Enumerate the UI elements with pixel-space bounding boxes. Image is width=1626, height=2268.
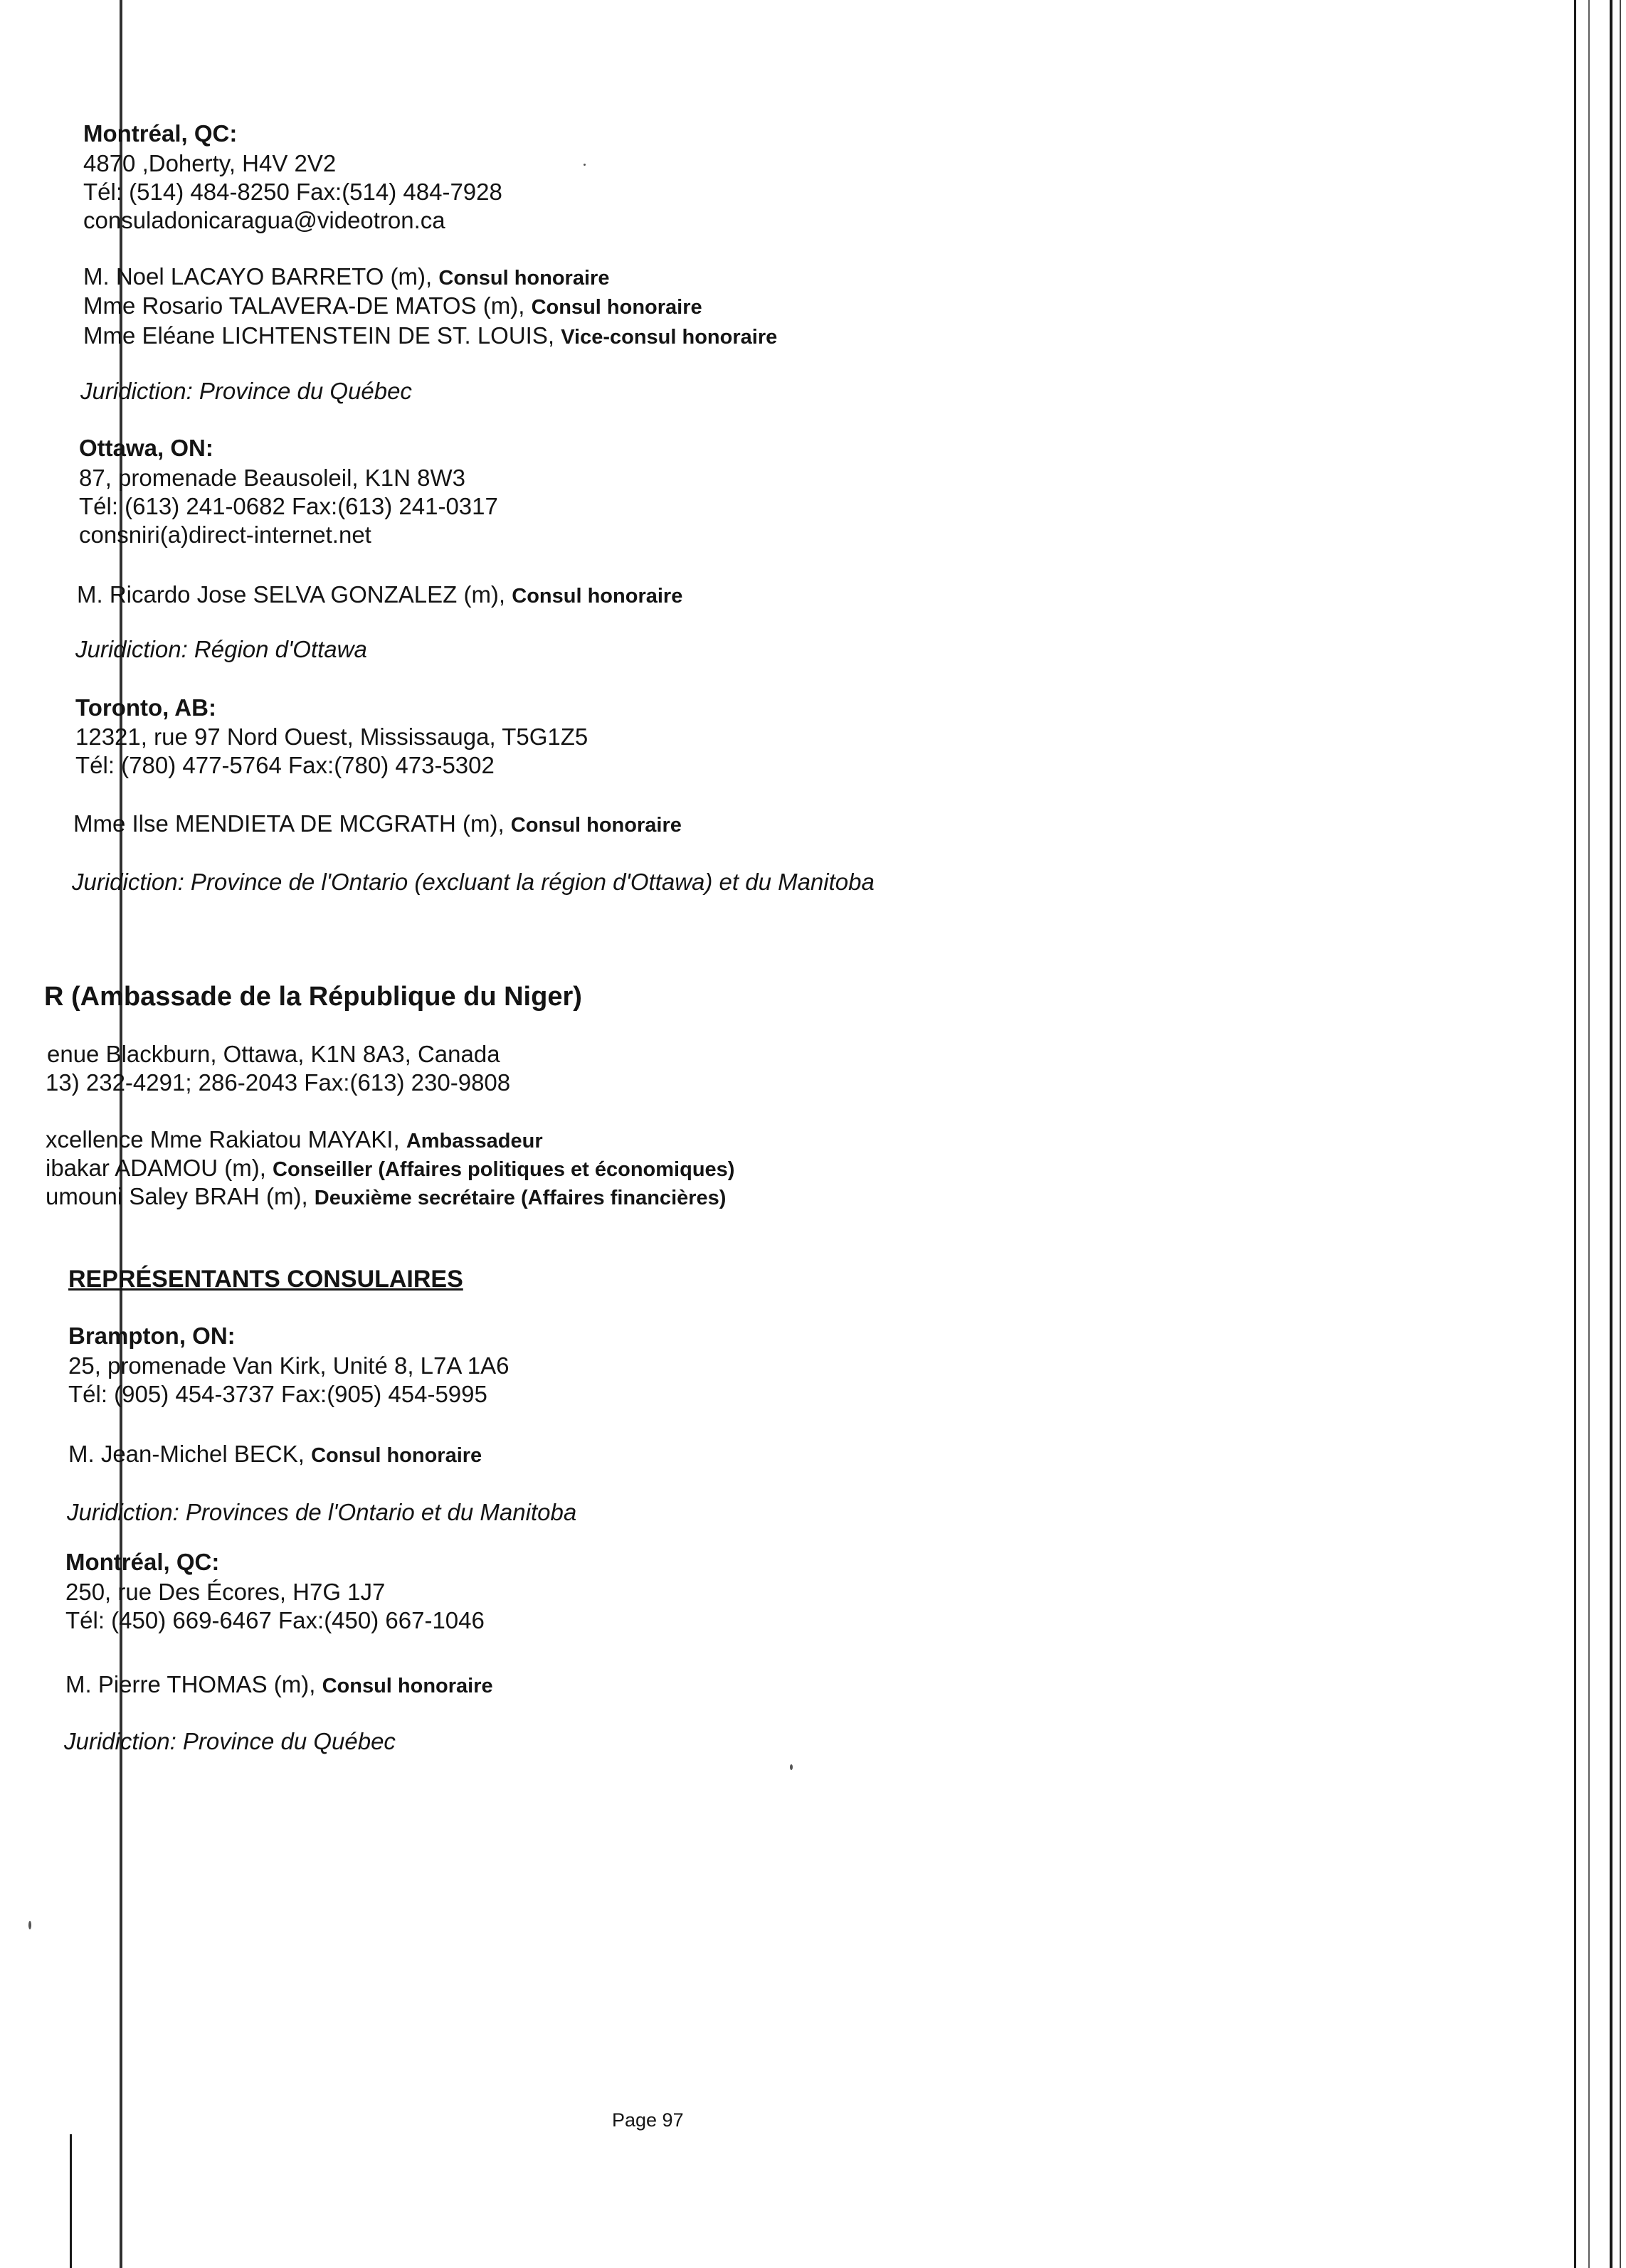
staff-entry bbox=[83, 263, 609, 292]
city-heading: Brampton, ON: bbox=[68, 1323, 236, 1349]
speck bbox=[790, 1764, 793, 1770]
staff-role: Consul honoraire bbox=[531, 296, 702, 319]
address: 250, rue Des Écores, H7G 1J7 bbox=[65, 1579, 386, 1605]
speck bbox=[584, 164, 586, 166]
jurisdiction: Juridiction: Province du Québec bbox=[64, 1728, 396, 1754]
staff-name: Mme Rosario TALAVERA-DE MATOS (m), bbox=[83, 292, 525, 319]
staff-entry bbox=[46, 1182, 726, 1212]
staff-entry bbox=[83, 292, 702, 322]
staff-role: Ambassadeur bbox=[406, 1130, 543, 1152]
staff-name: Mme Eléane LICHTENSTEIN DE ST. LOUIS, bbox=[83, 322, 555, 349]
scan-line-left-edge bbox=[70, 2134, 72, 2268]
phone-fax: Tél: (780) 477-5764 Fax:(780) 473-5302 bbox=[75, 752, 495, 778]
email: consuladonicaragua@videotron.ca bbox=[83, 207, 445, 233]
city-heading: Montréal, QC: bbox=[65, 1549, 220, 1575]
staff-role: Consul honoraire bbox=[438, 267, 610, 290]
address: enue Blackburn, Ottawa, K1N 8A3, Canada bbox=[47, 1041, 500, 1067]
jurisdiction: Juridiction: Provinces de l'Ontario et du Manitoba bbox=[67, 1499, 577, 1525]
phone-fax: Tél: (450) 669-6467 Fax:(450) 667-1046 bbox=[65, 1607, 485, 1633]
staff-entry bbox=[46, 1154, 734, 1184]
staff-role: Consul honoraire bbox=[510, 814, 682, 837]
staff-entry bbox=[46, 1125, 543, 1155]
jurisdiction: Juridiction: Province du Québec bbox=[80, 378, 412, 404]
address: 87, promenade Beausoleil, K1N 8W3 bbox=[79, 465, 465, 491]
address: 12321, rue 97 Nord Ouest, Mississauga, T5G1Z5 bbox=[75, 724, 588, 750]
address: 25, promenade Van Kirk, Unité 8, L7A 1A6 bbox=[68, 1352, 510, 1379]
city-heading: Toronto, AB: bbox=[75, 694, 216, 721]
staff-name: umouni Saley BRAH (m), bbox=[46, 1183, 308, 1209]
staff-name: xcellence Mme Rakiatou MAYAKI, bbox=[46, 1126, 400, 1152]
staff-name: Mme Ilse MENDIETA DE MCGRATH (m), bbox=[73, 810, 505, 837]
staff-role: Conseiller (Affaires politiques et économiques) bbox=[273, 1158, 735, 1181]
staff-name: M. Ricardo Jose SELVA GONZALEZ (m), bbox=[77, 581, 506, 608]
jurisdiction: Juridiction: Région d'Ottawa bbox=[75, 636, 367, 662]
email: consniri(a)direct-internet.net bbox=[79, 521, 371, 548]
staff-name: M. Noel LACAYO BARRETO (m), bbox=[83, 263, 433, 290]
staff-name: ibakar ADAMOU (m), bbox=[46, 1155, 266, 1181]
staff-role: Consul honoraire bbox=[311, 1444, 482, 1467]
speck bbox=[28, 1921, 31, 1929]
staff-entry bbox=[68, 1440, 482, 1470]
staff-name: M. Pierre THOMAS (m), bbox=[65, 1671, 316, 1697]
scan-line-right-2 bbox=[1588, 0, 1590, 2268]
phone-fax: 13) 232-4291; 286-2043 Fax:(613) 230-9808 bbox=[46, 1069, 511, 1096]
scan-line-right-4 bbox=[1620, 0, 1621, 2268]
staff-entry bbox=[73, 810, 682, 839]
phone-fax: Tél: (905) 454-3737 Fax:(905) 454-5995 bbox=[68, 1381, 487, 1407]
section-title: REPRÉSENTANTS CONSULAIRES bbox=[68, 1266, 463, 1293]
phone-fax: Tél: (514) 484-8250 Fax:(514) 484-7928 bbox=[83, 179, 502, 205]
staff-entry bbox=[77, 581, 682, 610]
page-number: Page 97 bbox=[612, 2109, 684, 2131]
staff-role: Deuxième secrétaire (Affaires financières) bbox=[314, 1187, 727, 1209]
city-heading: Montréal, QC: bbox=[83, 120, 238, 147]
staff-role: Consul honoraire bbox=[512, 585, 683, 608]
staff-entry bbox=[65, 1670, 493, 1700]
jurisdiction: Juridiction: Province de l'Ontario (excluant la région d'Ottawa) et du Manitoba bbox=[72, 869, 875, 895]
staff-name: M. Jean-Michel BECK, bbox=[68, 1441, 305, 1467]
embassy-heading: R (Ambassade de la République du Niger) bbox=[44, 982, 582, 1012]
staff-role: Consul honoraire bbox=[322, 1675, 493, 1697]
address: 4870 ,Doherty, H4V 2V2 bbox=[83, 150, 337, 176]
staff-entry bbox=[83, 322, 777, 351]
scan-line-right-3 bbox=[1610, 0, 1612, 2268]
phone-fax: Tél: (613) 241-0682 Fax:(613) 241-0317 bbox=[79, 493, 498, 519]
staff-role: Vice-consul honoraire bbox=[561, 326, 778, 349]
scan-line-right-1 bbox=[1574, 0, 1576, 2268]
city-heading: Ottawa, ON: bbox=[79, 435, 213, 461]
